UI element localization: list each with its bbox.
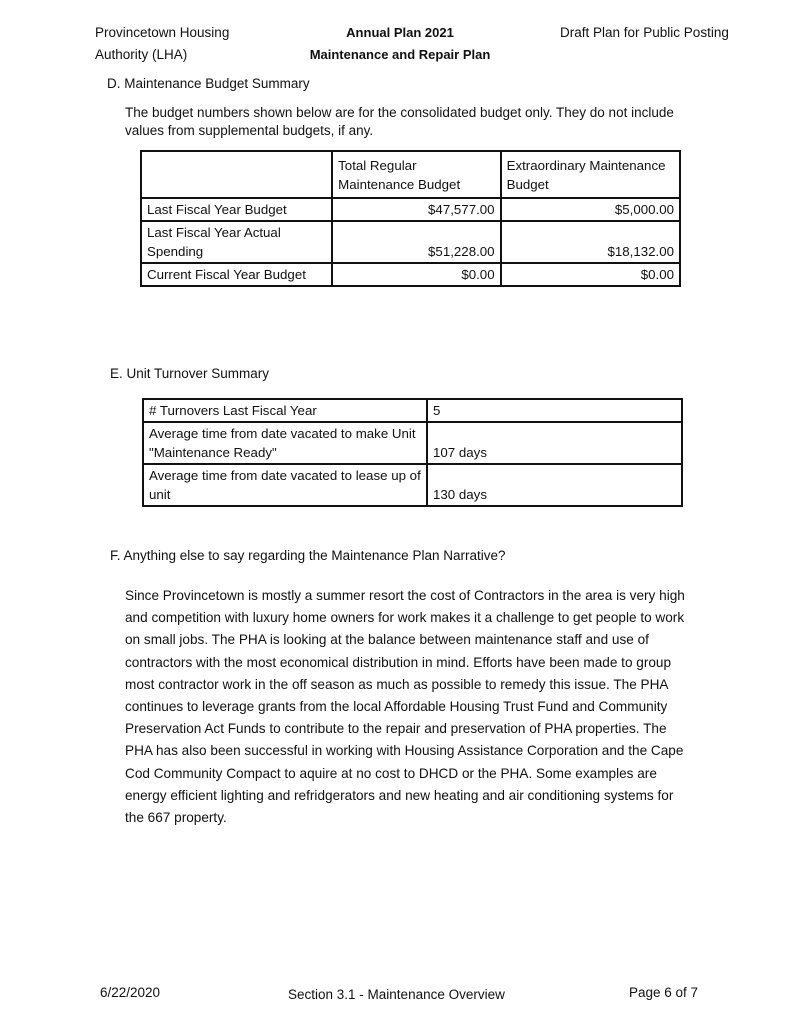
table-header-cell xyxy=(141,151,332,198)
extraordinary-budget-value: $18,132.00 xyxy=(501,221,680,263)
section-e-heading: E. Unit Turnover Summary xyxy=(110,366,270,381)
table-row xyxy=(141,263,680,286)
row-label: Last Fiscal Year Budget xyxy=(141,198,332,221)
maintenance-narrative: Since Provincetown is mostly a summer resort the cost of Contractors in the area is very high and competition with luxury home owners for work makes it a challenge to get people to work on small jobs. The PHA is looking at the balance between maintenance staff and use of contractors with the most economical distribution in mind. Efforts have been made to group most contractor work in the off season as much as possible to remedy this issue. The PHA continues to leverage grants from the local Affordable Housing Trust Fund and Community Preservation Act Funds to contribute to the repair and preservation of PHA properties. The PHA has also been successful in working with Housing Assistance Corporation and the Cape Cod Community Compact to aquire at no cost to DHCD or the PHA. Some examples are energy efficient lighting and refridgerators and new heating and air conditioning systems for the 667 property. xyxy=(125,588,685,826)
section-f-heading: F. Anything else to say regarding the Maintenance Plan Narrative? xyxy=(110,548,506,563)
header-draft-notice: Draft Plan for Public Posting xyxy=(560,25,729,40)
table-row xyxy=(141,198,680,221)
row-value: 130 days xyxy=(427,464,682,506)
row-value: 107 days xyxy=(427,422,682,464)
row-label: Average time from date vacated to lease up of unit xyxy=(143,464,427,506)
regular-budget-value: $0.00 xyxy=(332,263,500,286)
header-authority-line1: Provincetown Housing xyxy=(95,25,230,40)
header-authority xyxy=(95,22,229,66)
footer-page-number: Page 6 of 7 xyxy=(629,985,699,1000)
table-row xyxy=(143,399,682,422)
row-label: Average time from date vacated to make Unit "Maintenance Ready" xyxy=(143,422,427,464)
regular-budget-value: $47,577.00 xyxy=(332,198,500,221)
footer-date: 6/22/2020 xyxy=(100,985,161,1000)
row-label: Current Fiscal Year Budget xyxy=(141,263,332,286)
header-title-line2: Maintenance and Repair Plan xyxy=(309,47,491,62)
row-value: 5 xyxy=(427,399,682,422)
table-header-row xyxy=(141,151,680,198)
budget-summary-table xyxy=(140,150,681,287)
footer-section: Section 3.1 - Maintenance Overview xyxy=(288,987,505,1002)
row-label: # Turnovers Last Fiscal Year xyxy=(143,399,427,422)
section-d-intro: The budget numbers shown below are for the consolidated budget only. They do not include values from supplemental budgets, if any. xyxy=(125,105,674,138)
table-header-cell: Total Regular Maintenance Budget xyxy=(332,151,500,198)
table-row xyxy=(141,221,680,263)
regular-budget-value: $51,228.00 xyxy=(332,221,500,263)
section-d-heading: D. Maintenance Budget Summary xyxy=(107,76,310,91)
table-row xyxy=(143,464,682,506)
extraordinary-budget-value: $0.00 xyxy=(501,263,680,286)
table-header-cell: Extraordinary Maintenance Budget xyxy=(501,151,680,198)
unit-turnover-table xyxy=(142,398,683,507)
header-authority-line2: Authority (LHA) xyxy=(95,47,188,62)
extraordinary-budget-value: $5,000.00 xyxy=(501,198,680,221)
header-title xyxy=(290,22,510,66)
table-row xyxy=(143,422,682,464)
header-title-line1: Annual Plan 2021 xyxy=(346,25,454,40)
row-label: Last Fiscal Year Actual Spending xyxy=(141,221,332,263)
